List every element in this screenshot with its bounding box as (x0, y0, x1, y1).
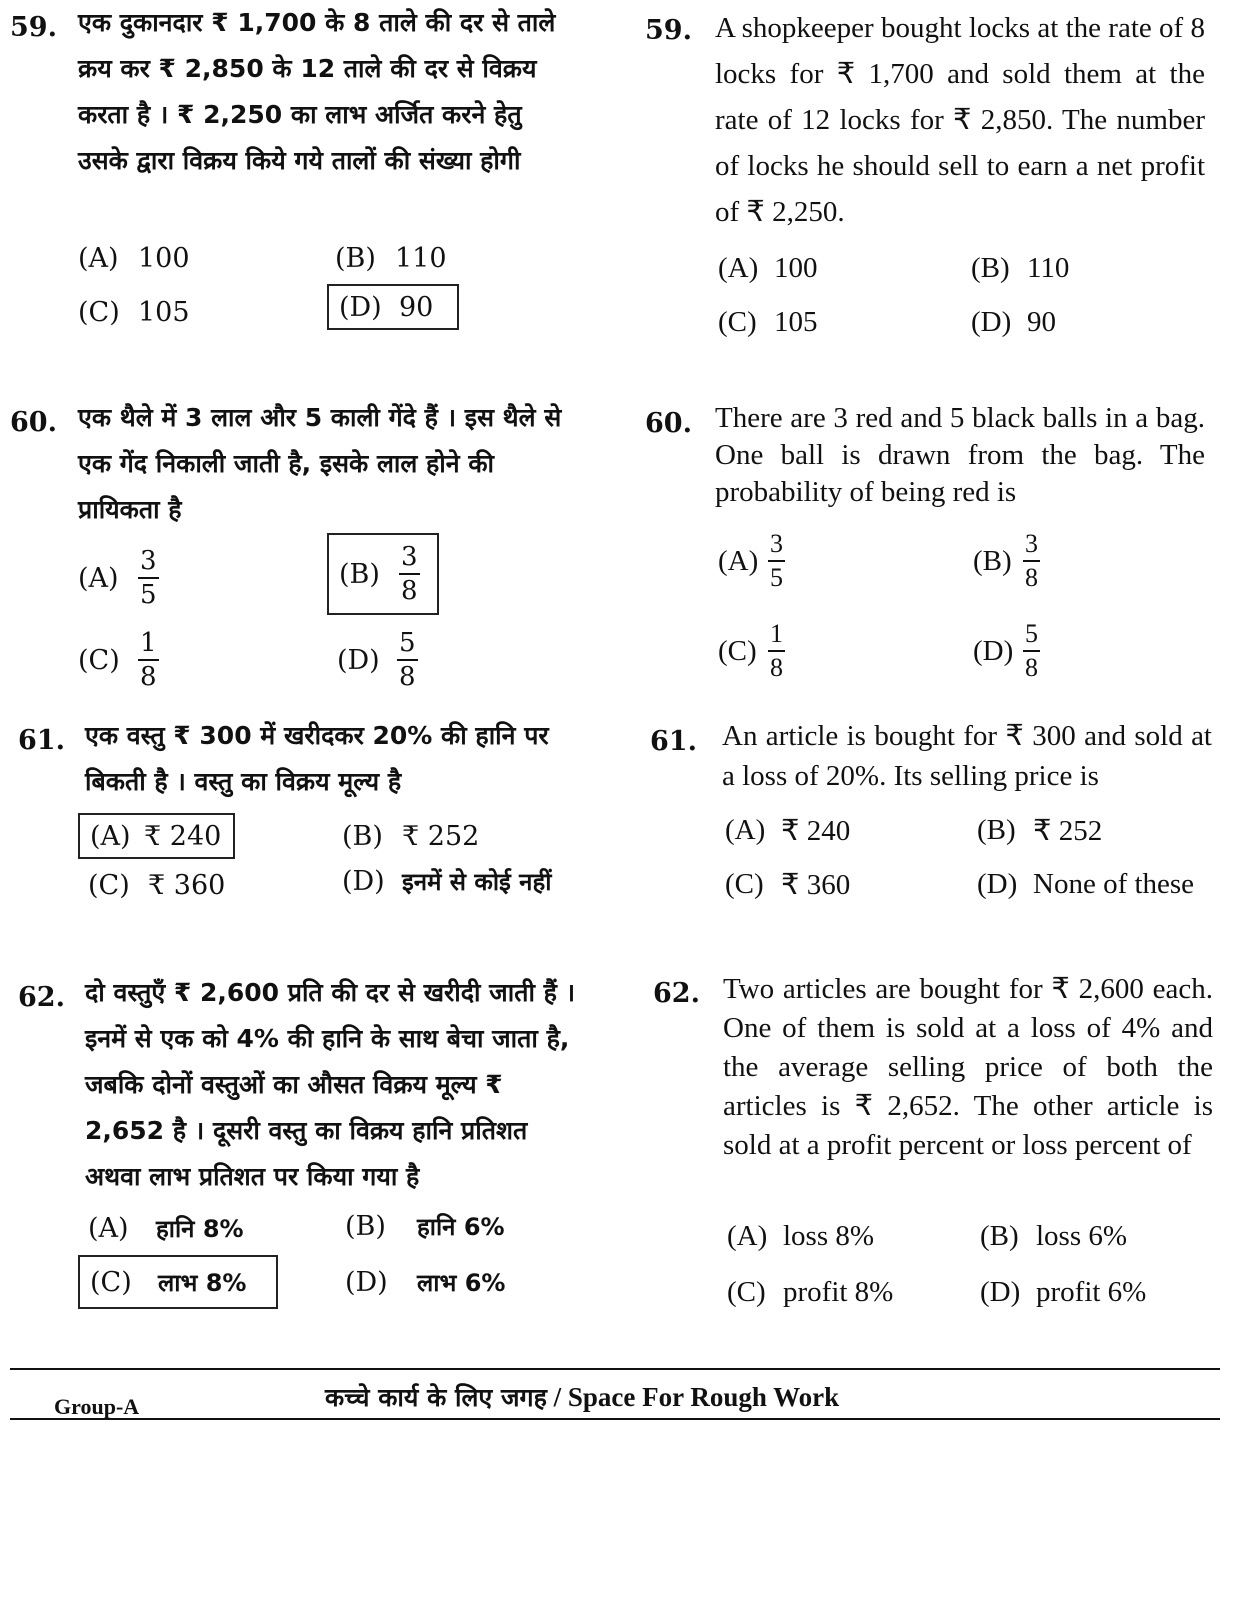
option-d: (D) इनमें से कोई नहीं (342, 865, 552, 897)
question-text: दो वस्तुएँ ₹ 2,600 प्रति की दर से खरीदी जाती हैं । इनमें से एक को 4% की हानि के साथ बेचा जाता है, जबकि दोनों वस्तुओं का औसत विक्रय मूल्य ₹ 2,652 है । दूसरी वस्तु का विक्रय हानि प्रतिशत अथवा लाभ प्रतिशत पर किया गया है (85, 978, 576, 1191)
question-text: Two articles are bought for ₹ 2,600 each. One of them is sold at a loss of 4% and the average selling price of both the articles is ₹ 2,652. The other article is sold at a profit percent or loss percent of (723, 973, 1213, 1161)
option-b: (B) $\frac{3}{8}$ (973, 529, 1038, 592)
fraction: $\frac{5}{8}$ (399, 628, 416, 692)
fraction: $\frac{3}{8}$ (401, 542, 418, 606)
option-d: (D) 90 (971, 305, 1056, 338)
question-number: 61. (650, 726, 697, 757)
option-d: (D) $\frac{5}{8}$ (337, 628, 416, 692)
option-c: (C) $\frac{1}{8}$ (718, 619, 783, 682)
fraction: $\frac{3}{5}$ (140, 546, 157, 610)
rough-work-separator: / (546, 1382, 568, 1412)
option-c: (C) ₹ 360 (88, 869, 226, 901)
fraction: $\frac{5}{8}$ (1025, 619, 1038, 682)
option-b: (B) loss 6% (980, 1219, 1128, 1252)
option-a-marked: (A) ₹ 240 (78, 813, 235, 859)
question-text: An article is bought for ₹ 300 and sold at a loss of 20%. Its selling price is (722, 720, 1212, 792)
group-label: Group-A (54, 1394, 140, 1419)
option-b: (B) हानि 6% (345, 1210, 505, 1242)
fraction: $\frac{3}{5}$ (770, 529, 783, 592)
question-text: A shopkeeper bought locks at the rate of 8 locks for ₹ 1,700 and sold them at the rate of 12 locks for ₹ 2,850. The number of locks he should sell to earn a net profit of ₹ 2,250. (715, 12, 1205, 228)
question-number: 60. (10, 407, 57, 438)
footer-rule-bottom (10, 1418, 1220, 1420)
option-b: (B) 110 (971, 251, 1070, 284)
question-text: एक वस्तु ₹ 300 में खरीदकर 20% की हानि पर बिकती है । वस्तु का विक्रय मूल्य है (85, 721, 549, 796)
question-text: एक थैले में 3 लाल और 5 काली गेंदे हैं । इस थैले से एक गेंद निकाली जाती है, इसके लाल होने की प्रायिकता है (78, 403, 562, 524)
option-a: (A) 100 (718, 251, 818, 284)
question-number: 59. (645, 15, 692, 46)
option-c: (C) $\frac{1}{8}$ (78, 628, 157, 692)
fraction: $\frac{1}{8}$ (770, 619, 783, 682)
question-text: एक दुकानदार ₹ 1,700 के 8 ताले की दर से ताले क्रय कर ₹ 2,850 के 12 ताले की दर से विक्रय करता है । ₹ 2,250 का लाभ अर्जित करने हेतु उसके द्वारा विक्रय किये गये तालों की संख्या होगी (78, 8, 556, 175)
fraction: $\frac{3}{8}$ (1025, 529, 1038, 592)
question-number: 61. (18, 725, 65, 756)
fraction: $\frac{1}{8}$ (140, 628, 157, 692)
option-a: (A) 100 (78, 242, 190, 274)
option-a: (A) ₹ 240 (725, 813, 851, 847)
question-number: 62. (18, 982, 65, 1013)
option-a: (A) $\frac{3}{5}$ (718, 529, 783, 592)
option-a: (A) $\frac{3}{5}$ (78, 546, 157, 610)
option-d-marked: (D) 90 (327, 284, 459, 330)
question-text: There are 3 red and 5 black balls in a bag. One ball is drawn from the bag. The probability of being red is (715, 402, 1205, 508)
rough-work-hindi: कच्चे कार्य के लिए जगह (325, 1383, 547, 1412)
option-b: (B) ₹ 252 (977, 813, 1103, 847)
option-b: (B) ₹ 252 (342, 820, 480, 852)
option-a: (A) हानि 8% (88, 1212, 244, 1244)
rough-work-english: Space For Rough Work (567, 1382, 840, 1412)
option-c: (C) 105 (78, 296, 190, 328)
option-c: (C) ₹ 360 (725, 867, 851, 901)
option-c-marked: (C) लाभ 8% (78, 1255, 278, 1309)
footer-rule-top (10, 1368, 1220, 1370)
option-d: (D) None of these (977, 867, 1195, 900)
option-b: (B) 110 (335, 242, 447, 274)
option-a: (A) loss 8% (727, 1219, 875, 1252)
option-c: (C) profit 8% (727, 1275, 894, 1308)
option-d: (D) profit 6% (980, 1275, 1147, 1308)
question-number: 62. (653, 978, 700, 1009)
option-b-marked: (B) $\frac{3}{8}$ (327, 533, 439, 615)
option-d: (D) लाभ 6% (345, 1266, 506, 1298)
option-c: (C) 105 (718, 305, 818, 338)
option-d: (D) $\frac{5}{8}$ (973, 619, 1038, 682)
question-number: 59. (10, 12, 57, 43)
rough-work-heading (325, 1380, 839, 1414)
question-number: 60. (645, 408, 692, 439)
